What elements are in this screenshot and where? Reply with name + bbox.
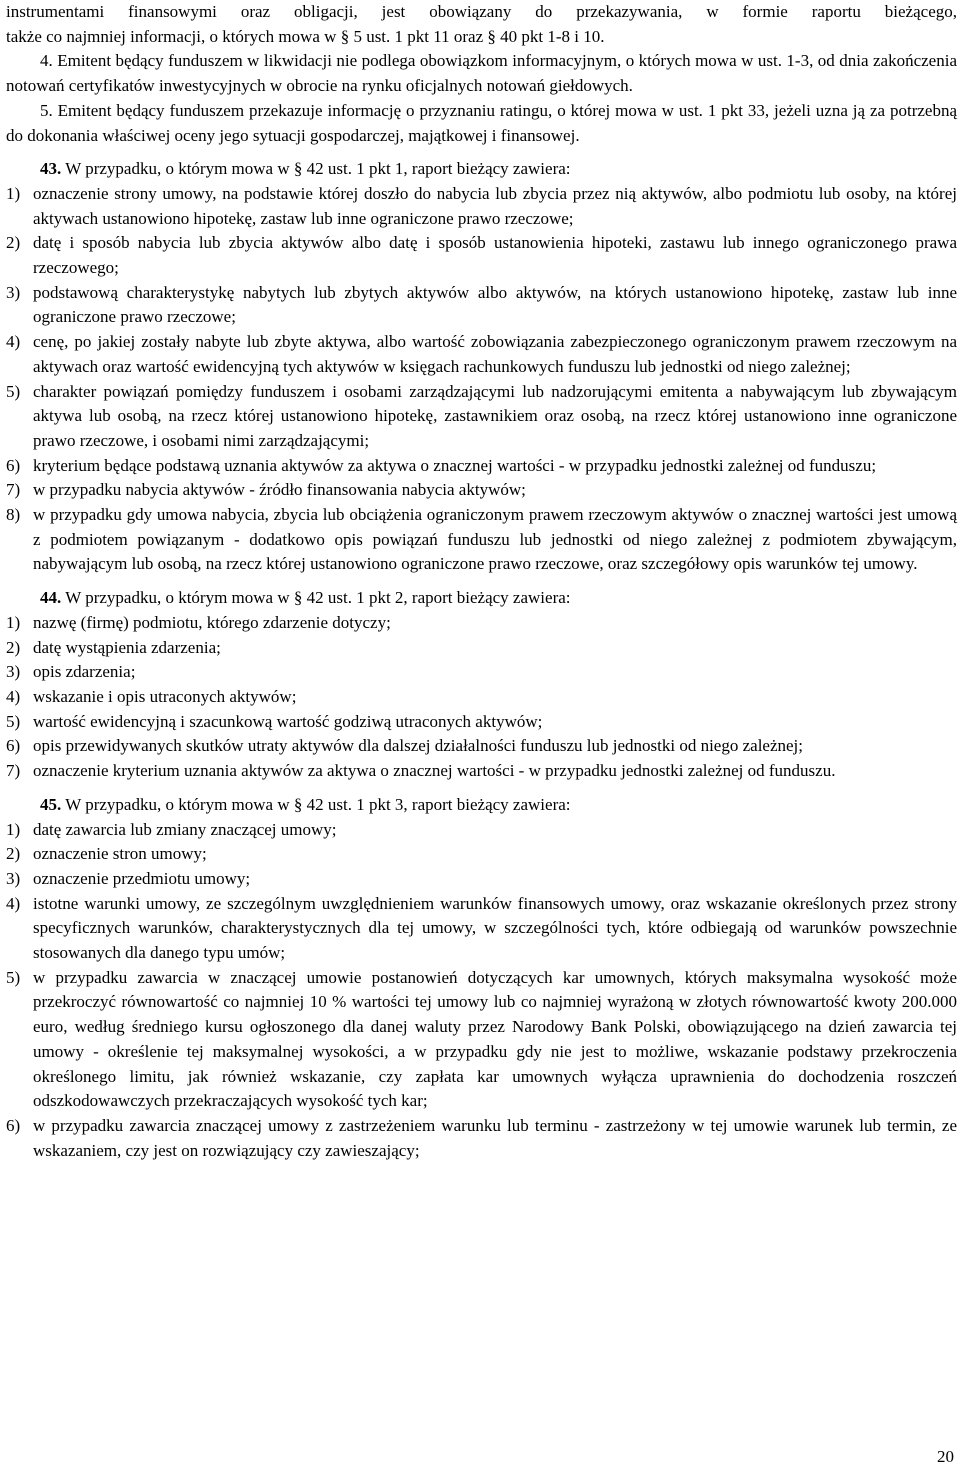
item-text: podstawową charakterystykę nabytych lub zbytych aktywów albo aktywów, na których ustanowiono hipotekę, zastaw lub inne ograniczone prawo rzeczowe; <box>33 282 957 327</box>
intro-line-1: instrumentami finansowymi oraz obligacji, jest obowiązany do przekazywania, w formie raportu bieżącego, <box>6 2 957 21</box>
item-text: w przypadku nabycia aktywów - źródło finansowania nabycia aktywów; <box>33 480 526 500</box>
section-number: 44. <box>40 588 62 608</box>
item-number: 5) <box>6 967 21 987</box>
list-item <box>6 660 957 685</box>
section-45-list <box>6 818 957 1164</box>
item-text: wartość ewidencyjną i szacunkową wartość godziwą utraconych aktywów; <box>33 711 543 731</box>
list-item <box>6 759 957 784</box>
section-44-heading <box>6 586 957 611</box>
item-text: opis zdarzenia; <box>33 662 136 682</box>
item-text: w przypadku zawarcia w znaczącej umowie postanowień dotyczących kar umownych, których maksymalna wysokość może przekroczyć równowartość co najmniej 10 % wartości tej umowy lub co najmniej wyrażoną w złotych równowartość kwoty 200.000 euro, według średniego kursu ogłoszonego dla danej waluty przez Narodowy Bank Polski, obowiązującego na dzień zawarcia tej umowy - określenie tej maksymalnej wysokości, a w przypadku gdy nie jest to możliwe, wskazanie podstawy przekroczenia określonego limitu, jak również wskazanie, czy zapłata kar umownych wyłącza uprawnienia do dochodzenia roszczeń odszkodowawczych przekraczających wysokość tych kar; <box>33 967 957 1111</box>
section-number: 45. <box>40 794 62 814</box>
list-item <box>6 503 957 577</box>
item-number: 4) <box>6 893 21 913</box>
item-number: 7) <box>6 761 21 781</box>
item-number: 3) <box>6 282 21 302</box>
item-number: 6) <box>6 1115 21 1135</box>
list-item <box>6 818 957 843</box>
item-text: datę zawarcia lub zmiany znaczącej umowy; <box>33 819 337 839</box>
list-item <box>6 611 957 636</box>
item-number: 8) <box>6 505 21 525</box>
item-text: kryterium będące podstawą uznania aktywów za aktywa o znacznej wartości - w przypadku jednostki zależnej od funduszu; <box>33 455 877 475</box>
list-item <box>6 636 957 661</box>
list-item <box>6 892 957 966</box>
item-text: opis przewidywanych skutków utraty aktywów dla dalszej działalności funduszu lub jednostki od niego zależnej; <box>33 736 803 756</box>
item-text: istotne warunki umowy, ze szczególnym uwzględnieniem warunków finansowych umowy, oraz wskazanie określonych przez strony specyficznych warunków, charakterystycznych dla tej umowy, w szczególności tych, które odbiegają od warunków powszechnie stosowanych dla danego typu umów; <box>33 893 957 963</box>
item-number: 6) <box>6 455 21 475</box>
item-text: w przypadku zawarcia znaczącej umowy z zastrzeżeniem warunku lub terminu - zastrzeżony w tej umowie warunek lub termin, ze wskazaniem, czy jest on rozwiązujący czy zawieszający; <box>33 1115 957 1160</box>
section-43-list <box>6 182 957 577</box>
item-number: 2) <box>6 233 21 253</box>
list-item <box>6 281 957 330</box>
section-number: 43. <box>40 159 62 179</box>
item-text: nazwę (firmę) podmiotu, którego zdarzenie dotyczy; <box>33 612 391 632</box>
item-number: 1) <box>6 819 21 839</box>
list-item <box>6 1114 957 1163</box>
list-item <box>6 380 957 454</box>
item-number: 1) <box>6 183 21 203</box>
document-page <box>6 0 957 1163</box>
item-text: oznaczenie stron umowy; <box>33 844 207 864</box>
item-number: 7) <box>6 480 21 500</box>
item-text: charakter powiązań pomiędzy funduszem i osobami zarządzającymi lub nadzorującymi emitenta a nabywającym lub zbywającym aktywa lub osobą, na rzecz której ustanowiono hipotekę, zastawnikiem oraz osobą, na rzecz której ustanowiono inne ograniczone prawo rzeczowe, i osobami nimi zarządzającymi; <box>33 381 957 450</box>
list-item <box>6 182 957 231</box>
section-heading-text: W przypadku, o którym mowa w § 42 ust. 1 pkt 1, raport bieżący zawiera: <box>65 159 571 179</box>
item-text: datę i sposób nabycia lub zbycia aktywów albo datę i sposób ustanowienia hipoteki, zastawu lub innego ograniczonego prawa rzeczowego; <box>33 233 957 278</box>
item-number: 1) <box>6 612 21 632</box>
item-number: 6) <box>6 736 21 756</box>
item-text: wskazanie i opis utraconych aktywów; <box>33 686 297 706</box>
item-number: 3) <box>6 662 21 682</box>
page-number: 20 <box>937 1447 954 1466</box>
item-text: oznaczenie strony umowy, na podstawie której doszło do nabycia lub zbycia przez nią aktywów, albo podmiotu lub osoby, na której aktywach ustanowiono hipotekę, zastaw lub inne ograniczone prawo rzeczowe; <box>33 183 957 228</box>
item-text: datę wystąpienia zdarzenia; <box>33 637 221 657</box>
list-item <box>6 867 957 892</box>
paragraph-5: 5. Emitent będący funduszem przekazuje informację o przyznaniu ratingu, o której mowa w ust. 1 pkt 33, jeżeli uzna ją za potrzebną do dokonania właściwej oceny jego sytuacji gospodarczej, majątkowej i finansowej. <box>6 100 957 145</box>
list-item <box>6 966 957 1114</box>
section-heading-text: W przypadku, o którym mowa w § 42 ust. 1 pkt 3, raport bieżący zawiera: <box>65 794 571 814</box>
item-number: 4) <box>6 686 21 706</box>
intro-line-2: także co najmniej informacji, o których mowa w § 5 ust. 1 pkt 11 oraz § 40 pkt 1-8 i 10. <box>6 26 605 46</box>
item-number: 5) <box>6 711 21 731</box>
paragraph-4: 4. Emitent będący funduszem w likwidacji nie podlega obowiązkom informacyjnym, o których mowa w ust. 1-3, od dnia zakończenia notowań certyfikatów inwestycyjnych w obrocie na rynku oficjalnych notowań giełdowych. <box>6 51 957 96</box>
list-item <box>6 330 957 379</box>
item-number: 4) <box>6 332 21 352</box>
item-number: 5) <box>6 381 21 401</box>
item-text: w przypadku gdy umowa nabycia, zbycia lub obciążenia ograniczonym prawem rzeczowym aktywów o znacznej wartości jest umową z podmiotem powiązanym - dodatkowo opis powiązań funduszu lub jednostki od niego zależnej z podmiotem zbywającym, nabywającym lub osobą, na rzecz której ustanowiono ograniczone prawo rzeczowe, oraz szczegółowy opis warunków tej umowy. <box>33 505 957 574</box>
item-text: oznaczenie kryterium uznania aktywów za aktywa o znacznej wartości - w przypadku jednostki zależnej od funduszu. <box>33 761 836 781</box>
section-45-heading <box>6 793 957 818</box>
list-item <box>6 478 957 503</box>
item-number: 3) <box>6 868 21 888</box>
list-item <box>6 454 957 479</box>
item-text: cenę, po jakiej zostały nabyte lub zbyte aktywa, albo wartość zobowiązania zabezpieczonego ograniczonym prawem rzeczowym na aktywach oraz wartość ewidencyjną tych aktywów w księgach rachunkowych funduszu lub jednostki od niego zależnej; <box>33 332 957 376</box>
section-heading-text: W przypadku, o którym mowa w § 42 ust. 1 pkt 2, raport bieżący zawiera: <box>65 588 571 608</box>
section-43-heading <box>6 157 957 182</box>
list-item <box>6 734 957 759</box>
item-text: oznaczenie przedmiotu umowy; <box>33 868 251 888</box>
item-number: 2) <box>6 844 21 864</box>
section-44-list <box>6 611 957 784</box>
list-item <box>6 842 957 867</box>
list-item <box>6 710 957 735</box>
item-number: 2) <box>6 637 21 657</box>
list-item <box>6 685 957 710</box>
list-item <box>6 231 957 280</box>
